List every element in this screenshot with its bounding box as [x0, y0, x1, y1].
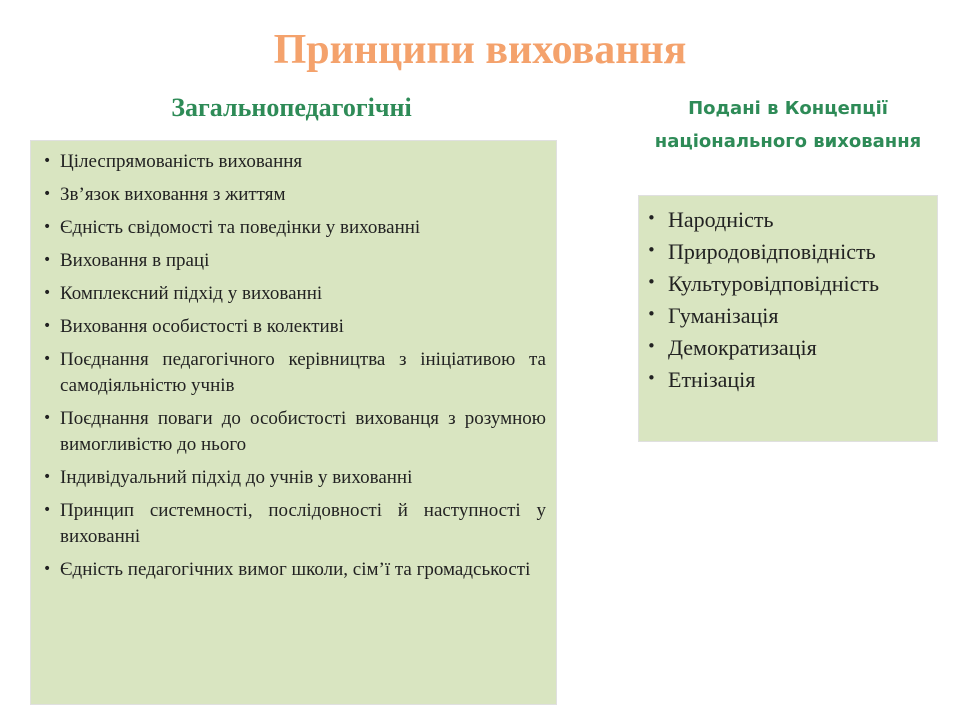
list-item-text: Гуманізація [668, 303, 779, 328]
concept-principles-list [647, 204, 931, 396]
list-item [43, 314, 546, 340]
bullet-icon: • [43, 285, 52, 301]
bullet-icon: • [43, 502, 52, 518]
list-item [43, 149, 546, 175]
list-item-text: Культуровідповідність [668, 271, 880, 296]
list-item-text: Комплексний підхід у вихованні [60, 283, 323, 304]
list-item-text: Природовідповідність [668, 239, 876, 264]
list-item [43, 281, 546, 307]
list-item [647, 364, 931, 396]
list-item [43, 557, 546, 583]
bullet-icon: • [647, 209, 656, 227]
list-item [647, 300, 931, 332]
bullet-icon: • [43, 561, 52, 577]
bullet-icon: • [647, 305, 656, 323]
list-item-text: Поєднання педагогічного керівництва з ініціативою та самодіяльністю учнів [60, 349, 546, 396]
bullet-icon: • [647, 369, 656, 387]
list-item-text: Єдність свідомості та поведінки у вихованні [60, 217, 421, 238]
bullet-icon: • [43, 153, 52, 169]
list-item-text: Зв’язок виховання з життям [60, 184, 286, 205]
slide-title: Принципи виховання [273, 27, 687, 73]
bullet-icon: • [43, 410, 52, 426]
bullet-icon: • [647, 273, 656, 291]
list-item [647, 204, 931, 236]
bullet-icon: • [647, 241, 656, 259]
list-item-text: Демократизація [668, 335, 817, 360]
list-item [43, 465, 546, 491]
concept-principles-heading [630, 92, 946, 158]
list-item [43, 248, 546, 274]
list-item-text: Цілеспрямованість виховання [60, 151, 303, 172]
list-item [43, 347, 546, 399]
list-item [647, 332, 931, 364]
list-item [647, 268, 931, 300]
list-item [43, 182, 546, 208]
list-item-text: Виховання особистості в колективі [60, 316, 344, 337]
list-item [43, 215, 546, 241]
bullet-icon: • [43, 469, 52, 485]
list-item-text: Індивідуальний підхід до учнів у вихованні [60, 467, 413, 488]
bullet-icon: • [43, 318, 52, 334]
list-item-text: Поєднання поваги до особистості вихованця з розумною вимогливістю до нього [60, 408, 546, 455]
concept-heading-line-1: Подані в Концепції [688, 98, 888, 119]
bullet-icon: • [43, 351, 52, 367]
list-item-text: Принцип системності, послідовності й наступності у вихованні [60, 500, 546, 547]
bullet-icon: • [647, 337, 656, 355]
general-principles-box [30, 140, 557, 705]
list-item [43, 498, 546, 550]
list-item-text: Етнізація [668, 367, 756, 392]
general-principles-heading: Загальнопедагогічні [171, 93, 412, 122]
list-item [647, 236, 931, 268]
bullet-icon: • [43, 219, 52, 235]
list-item-text: Виховання в праці [60, 250, 210, 271]
general-principles-list [43, 149, 546, 583]
list-item-text: Народність [668, 207, 774, 232]
list-item [43, 406, 546, 458]
list-item-text: Єдність педагогічних вимог школи, сім’ї та громадськості [60, 559, 531, 580]
bullet-icon: • [43, 252, 52, 268]
concept-heading-line-2: національного виховання [654, 131, 922, 152]
concept-principles-box [638, 195, 938, 442]
bullet-icon: • [43, 186, 52, 202]
